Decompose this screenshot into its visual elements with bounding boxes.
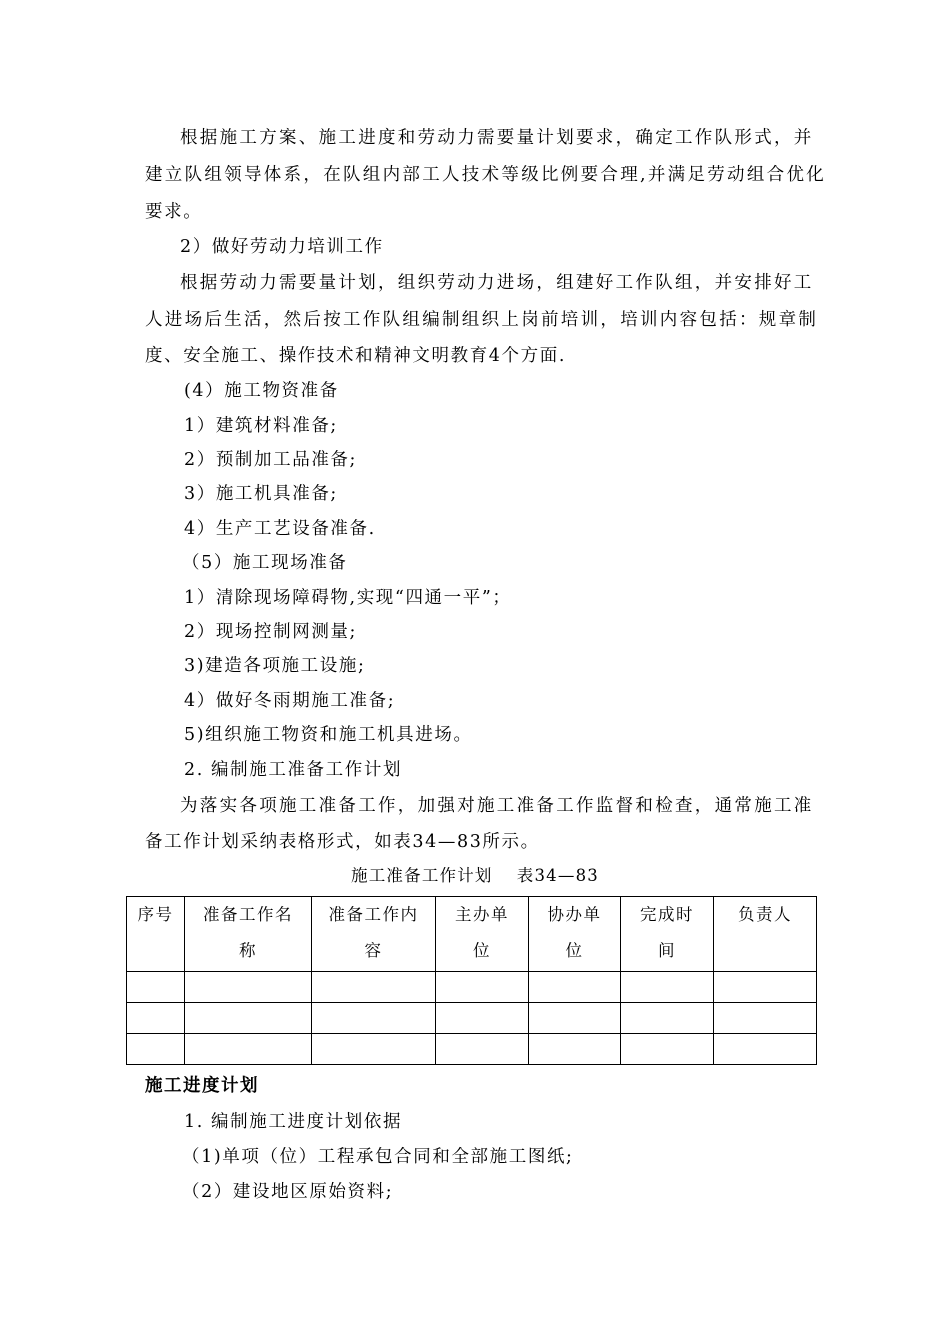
table-cell (714, 1034, 817, 1065)
table-cell (185, 1034, 312, 1065)
paragraph-line: 人进场后生活，然后按工作队组编制组织上岗前培训，培训内容包括：规章制 (145, 310, 819, 330)
table-cell (185, 972, 312, 1003)
header-cell: 主办单 位 (436, 897, 529, 972)
table-cell (714, 972, 817, 1003)
table-row (127, 1034, 817, 1065)
paragraph-line: 要求。 (145, 202, 203, 222)
paragraph-line: 为落实各项施工准备工作，加强对施工准备工作监督和检查，通常施工准 (180, 796, 814, 816)
list-item: 1）建筑材料准备; (184, 416, 338, 436)
table-cell (529, 1003, 621, 1034)
header-cell: 序号 (127, 897, 185, 972)
table-header-row (127, 897, 817, 972)
table-cell (621, 972, 714, 1003)
section-title: (4）施工物资准备 (184, 381, 339, 401)
list-item: 5)组织施工物资和施工机具进场。 (184, 725, 473, 745)
list-item: 2）做好劳动力培训工作 (180, 237, 384, 257)
paragraph-line: 备工作计划采纳表格形式，如表34—83所示。 (145, 832, 540, 852)
table-cell (436, 972, 529, 1003)
header-cell: 准备工作内 容 (312, 897, 436, 972)
list-item: 3)建造各项施工设施; (184, 656, 366, 676)
table-row (127, 1003, 817, 1034)
table-cell (529, 1034, 621, 1065)
header-cell: 负责人 (714, 897, 817, 972)
list-item: 2）现场控制网测量; (184, 622, 358, 642)
header-cell: 协办单 位 (529, 897, 621, 972)
list-item: （1)单项（位）工程承包合同和全部施工图纸; (182, 1147, 574, 1167)
paragraph-line: 建立队组领导体系，在队组内部工人技术等级比例要合理,并满足劳动组合优化 (145, 165, 827, 185)
list-item: （2）建设地区原始资料; (182, 1182, 394, 1202)
section-title: （5）施工现场准备 (182, 553, 348, 573)
table-cell (621, 1003, 714, 1034)
table-cell (185, 1003, 312, 1034)
table-row (127, 972, 817, 1003)
list-item: 4）做好冬雨期施工准备; (184, 691, 396, 711)
table-cell (127, 972, 185, 1003)
list-item: 1）清除现场障碍物,实现“四通一平”； (184, 588, 512, 608)
list-item: 3）施工机具准备; (184, 484, 338, 504)
preparation-plan-table (126, 896, 817, 1065)
table-cell (312, 1034, 436, 1065)
header-cell: 准备工作名 称 (185, 897, 312, 972)
table-cell (714, 1003, 817, 1034)
table-cell (436, 1003, 529, 1034)
paragraph-line: 度、安全施工、操作技术和精神文明教育4个方面. (145, 346, 566, 366)
list-item: 4）生产工艺设备准备. (184, 519, 376, 539)
table-cell (529, 972, 621, 1003)
table-cell (621, 1034, 714, 1065)
table-cell (127, 1003, 185, 1034)
header-cell: 完成时 间 (621, 897, 714, 972)
table-caption: 施工准备工作计划 表34—83 (351, 866, 599, 885)
section-heading: 施工进度计划 (145, 1076, 259, 1096)
paragraph-line: 根据施工方案、施工进度和劳动力需要量计划要求，确定工作队形式，并 (180, 128, 814, 148)
section-title: 2. 编制施工准备工作计划 (184, 760, 403, 780)
table-cell (312, 1003, 436, 1034)
paragraph-line: 根据劳动力需要量计划，组织劳动力进场，组建好工作队组，并安排好工 (180, 273, 814, 293)
section-title: 1. 编制施工进度计划依据 (184, 1112, 403, 1132)
table-cell (127, 1034, 185, 1065)
list-item: 2）预制加工品准备; (184, 450, 358, 470)
table-cell (312, 972, 436, 1003)
table-cell (436, 1034, 529, 1065)
